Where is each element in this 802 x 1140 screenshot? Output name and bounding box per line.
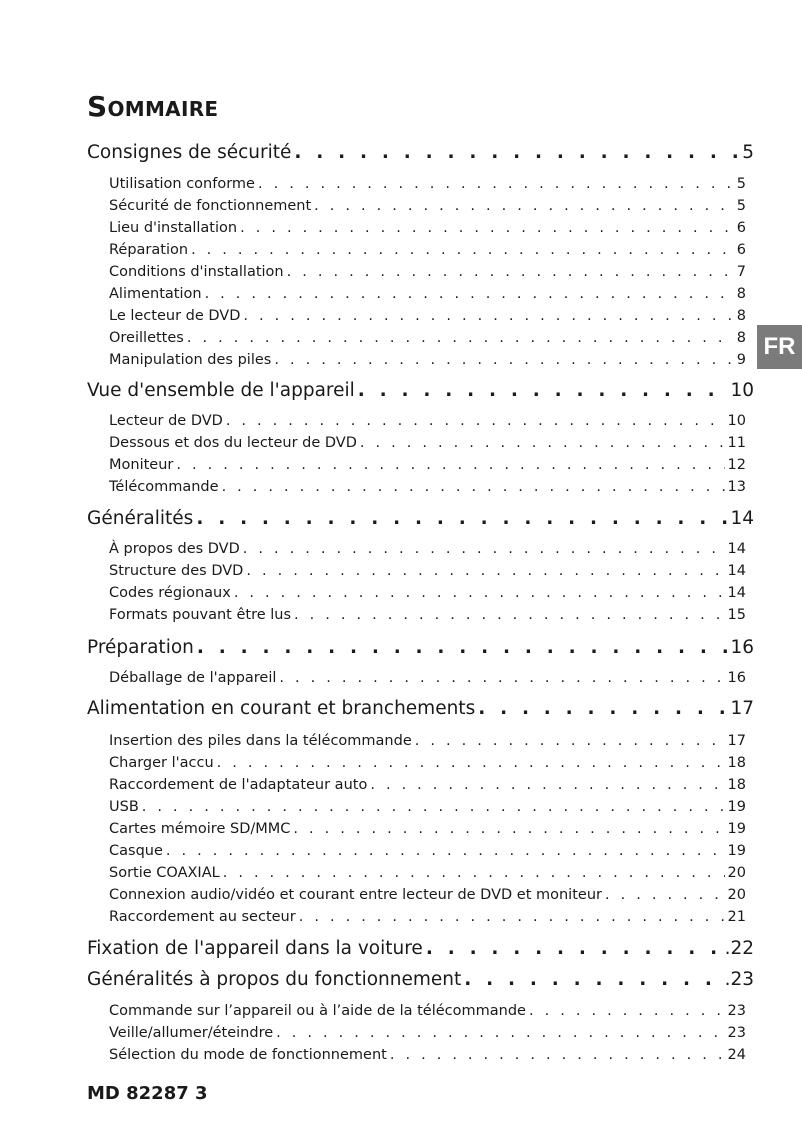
toc-entry-row[interactable] (109, 411, 746, 431)
dot-leader (299, 907, 725, 927)
toc-entry-row[interactable] (109, 863, 746, 883)
toc-entry-page: 5 (736, 198, 746, 214)
dot-leader (217, 753, 725, 773)
toc-section-page: 17 (730, 698, 754, 719)
dot-leader (243, 539, 725, 559)
toc-section-label: Alimentation en courant et branchements (87, 698, 476, 719)
toc-entry-label: Casque (109, 843, 163, 859)
toc-entry-label: Utilisation conforme (109, 176, 255, 192)
toc-entry-row[interactable] (109, 1023, 746, 1043)
toc-entry-label: Commande sur l’appareil ou à l’aide de la télécommande (109, 1003, 526, 1019)
toc-entry-label: Sécurité de fonctionnement (109, 198, 312, 214)
toc-entry-row[interactable] (109, 433, 746, 453)
toc-entry-page: 23 (727, 1003, 746, 1019)
dot-leader (205, 284, 734, 304)
toc-entry-label: Lieu d'installation (109, 220, 238, 236)
toc-entry-label: Connexion audio/vidéo et courant entre lecteur de DVD et moniteur (109, 887, 602, 903)
toc-entry-page: 8 (736, 308, 746, 324)
toc-section-label: Généralités à propos du fonctionnement (87, 969, 462, 990)
toc-section-page: .23 (724, 969, 754, 990)
dot-leader (226, 411, 725, 431)
toc-entry-page: 19 (727, 821, 746, 837)
toc-entry-page: 19 (727, 843, 746, 859)
toc-entry-row[interactable] (109, 1001, 746, 1021)
toc-section-page: 14 (730, 508, 754, 529)
toc-entry-row[interactable] (109, 306, 746, 326)
toc-entry-page: 17 (727, 733, 746, 749)
toc-entry-page: 12 (727, 457, 746, 473)
toc-section-page: 10 (730, 380, 754, 401)
toc-entry-row[interactable] (109, 583, 746, 603)
toc-entry-page: 5 (736, 176, 746, 192)
toc-section-page: .22 (724, 938, 754, 959)
toc-entry-label: USB (109, 799, 139, 815)
toc-entry-row[interactable] (109, 753, 746, 773)
toc-section-label: Fixation de l'appareil dans la voiture (87, 938, 423, 959)
dot-leader (294, 141, 739, 165)
toc-section-row[interactable] (87, 636, 754, 660)
toc-section-row[interactable] (87, 968, 754, 992)
dot-leader (274, 350, 733, 370)
toc-entry-row[interactable] (109, 885, 746, 905)
toc-entry-label: Oreillettes (109, 330, 184, 346)
dot-leader (605, 885, 725, 905)
toc-entry-page: 14 (727, 585, 746, 601)
toc-entry-label: Codes régionaux (109, 585, 231, 601)
page-footer: MD 82287 3 (87, 1083, 208, 1104)
toc-entry-page: 8 (736, 286, 746, 302)
dot-leader (390, 1045, 725, 1065)
dot-leader (358, 379, 728, 403)
dot-leader (360, 433, 725, 453)
toc-section-label: Préparation (87, 637, 194, 658)
toc-section-row[interactable] (87, 141, 754, 165)
toc-entry-row[interactable] (109, 350, 746, 370)
dot-leader (176, 455, 724, 475)
toc-entry-label: Cartes mémoire SD/MMC (109, 821, 291, 837)
dot-leader (240, 218, 734, 238)
toc-entry-row[interactable] (109, 797, 746, 817)
dot-leader (187, 328, 734, 348)
dot-leader (478, 697, 727, 721)
toc-entry-label: Télécommande (109, 479, 219, 495)
toc-section-page: 16 (730, 637, 754, 658)
toc-entry-label: Charger l'accu (109, 755, 214, 771)
toc-entry-page: 10 (727, 413, 746, 429)
toc-entry-row[interactable] (109, 240, 746, 260)
toc-entry-row[interactable] (109, 262, 746, 282)
dot-leader (529, 1001, 725, 1021)
toc-section-row[interactable] (87, 697, 754, 721)
toc-entry-label: Raccordement de l'adaptateur auto (109, 777, 368, 793)
dot-leader (258, 174, 734, 194)
language-tab: FR (757, 325, 802, 369)
toc-entry-row[interactable] (109, 1045, 746, 1065)
toc-entry-row[interactable] (109, 775, 746, 795)
toc-entry-label: Veille/allumer/éteindre (109, 1025, 274, 1041)
dot-leader (293, 819, 724, 839)
toc-entry-row[interactable] (109, 605, 746, 625)
toc-entry-label: Manipulation des piles (109, 352, 272, 368)
dot-leader (197, 636, 728, 660)
toc-entry-label: Réparation (109, 242, 189, 258)
toc-entry-page: 14 (727, 541, 746, 557)
toc-entry-page: 18 (727, 755, 746, 771)
toc-entry-label: Structure des DVD (109, 563, 244, 579)
dot-leader (243, 306, 733, 326)
dot-leader (222, 477, 725, 497)
toc-entry-label: Sélection du mode de fonctionnement (109, 1047, 387, 1063)
page-title: Sommaire (87, 90, 219, 123)
dot-leader (276, 1023, 724, 1043)
toc-section-label: Vue d'ensemble de l'appareil (87, 380, 355, 401)
toc-entry-page: 24 (727, 1047, 746, 1063)
toc-entry-row[interactable] (109, 841, 746, 861)
toc-section-page: 5 (742, 142, 754, 163)
toc-entry-label: Alimentation (109, 286, 202, 302)
dot-leader (191, 240, 734, 260)
toc-entry-label: Déballage de l'appareil (109, 670, 277, 686)
dot-leader (166, 841, 725, 861)
dot-leader (246, 561, 724, 581)
dot-leader (294, 605, 725, 625)
toc-entry-row[interactable] (109, 539, 746, 559)
toc-entry-page: 11 (727, 435, 746, 451)
toc-entry-label: Lecteur de DVD (109, 413, 223, 429)
toc-entry-page: 18 (727, 777, 746, 793)
toc-entry-label: Le lecteur de DVD (109, 308, 241, 324)
toc-entry-row[interactable] (109, 477, 746, 497)
toc-entry-page: 8 (736, 330, 746, 346)
toc-section-row[interactable] (87, 937, 754, 961)
toc-entry-label: Formats pouvant être lus (109, 607, 292, 623)
toc-entry-page: 9 (736, 352, 746, 368)
toc-entry-row[interactable] (109, 328, 746, 348)
toc-entry-label: Dessous et dos du lecteur de DVD (109, 435, 357, 451)
toc-entry-row[interactable] (109, 819, 746, 839)
toc-entry-row[interactable] (109, 731, 746, 751)
dot-leader (370, 775, 724, 795)
toc-entry-row[interactable] (109, 561, 746, 581)
toc-section-label: Généralités (87, 508, 194, 529)
toc-entry-row[interactable] (109, 455, 746, 475)
toc-entry-page: 23 (727, 1025, 746, 1041)
dot-leader (464, 968, 721, 992)
toc-entry-page: 21 (727, 909, 746, 925)
toc-entry-page: 16 (727, 670, 746, 686)
toc-entry-page: 7 (736, 264, 746, 280)
toc-entry-page: 19 (727, 799, 746, 815)
toc-section-row[interactable] (87, 379, 754, 403)
toc-entry-row[interactable] (109, 218, 746, 238)
toc-entry-row[interactable] (109, 907, 746, 927)
toc-entry-page: 20 (727, 887, 746, 903)
dot-leader (314, 196, 734, 216)
toc-entry-page: 6 (736, 242, 746, 258)
dot-leader (142, 797, 725, 817)
toc-section-row[interactable] (87, 507, 754, 531)
toc-entry-label: Raccordement au secteur (109, 909, 296, 925)
toc-entry-label: À propos des DVD (109, 541, 240, 557)
dot-leader (287, 262, 734, 282)
dot-leader (415, 731, 725, 751)
dot-leader (426, 937, 722, 961)
toc-entry-page: 14 (727, 563, 746, 579)
dot-leader (223, 863, 725, 883)
toc-entry-page: 20 (727, 865, 746, 881)
toc-entry-label: Moniteur (109, 457, 174, 473)
dot-leader (196, 507, 727, 531)
toc-entry-label: Sortie COAXIAL (109, 865, 220, 881)
toc-entry-page: 15 (727, 607, 746, 623)
toc-entry-page: 13 (727, 479, 746, 495)
dot-leader (234, 583, 725, 603)
toc-entry-row[interactable] (109, 284, 746, 304)
toc-entry-row[interactable] (109, 174, 746, 194)
toc-section-label: Consignes de sécurité (87, 142, 292, 163)
toc-entry-page: 6 (736, 220, 746, 236)
dot-leader (279, 668, 724, 688)
toc-entry-label: Conditions d'installation (109, 264, 284, 280)
toc-entry-row[interactable] (109, 668, 746, 688)
toc-entry-row[interactable] (109, 196, 746, 216)
toc-entry-label: Insertion des piles dans la télécommande (109, 733, 412, 749)
